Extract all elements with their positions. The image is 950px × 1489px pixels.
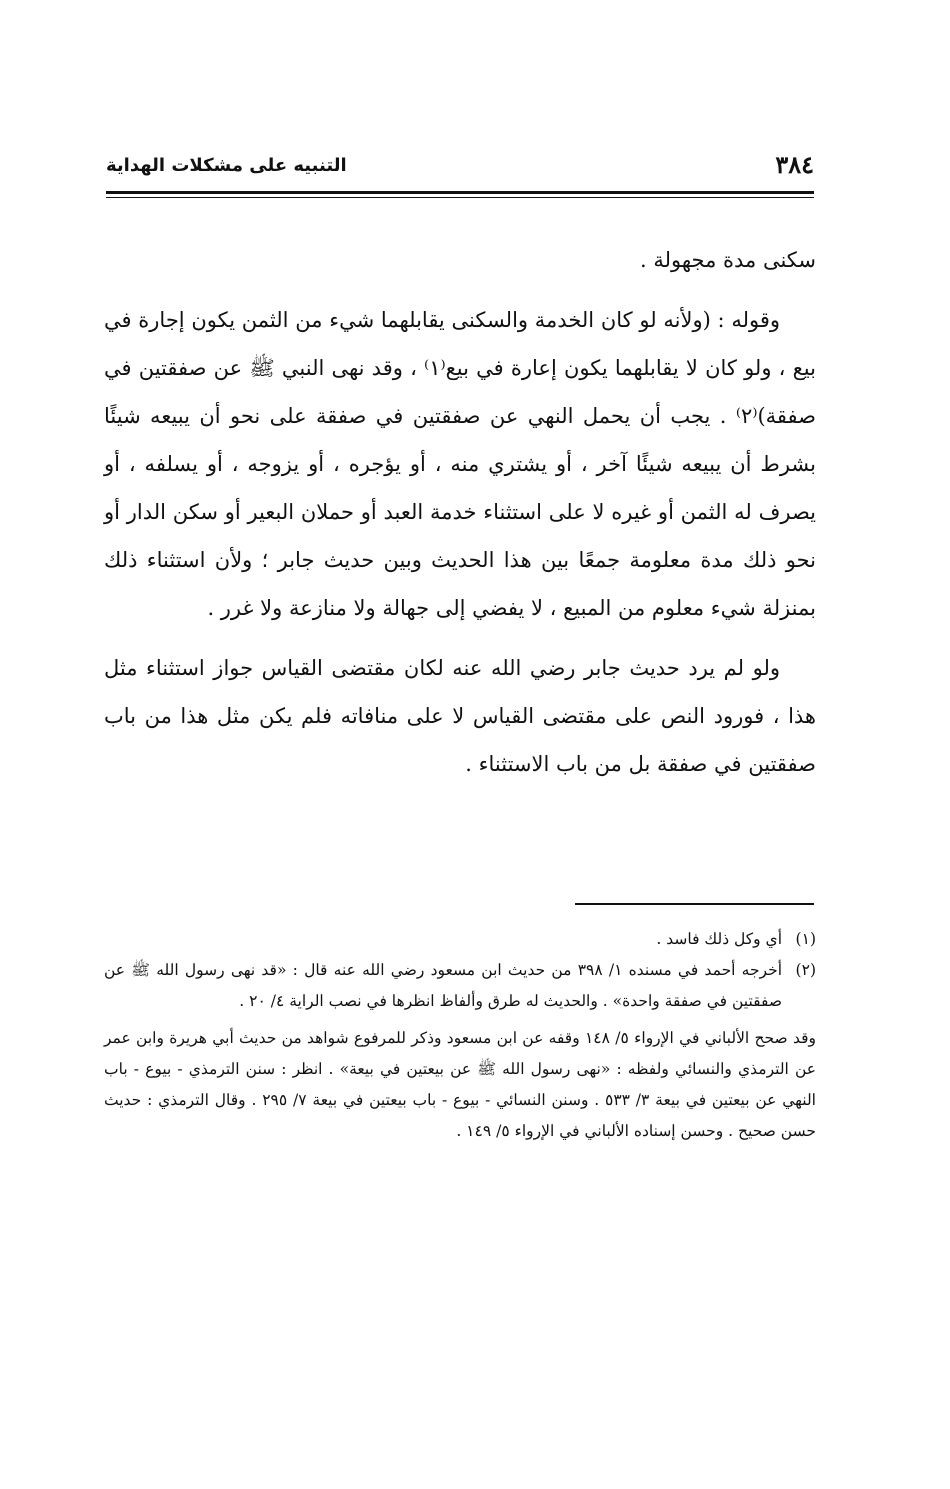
book-title: التنبيه على مشكلات الهداية	[106, 155, 347, 176]
footnote-separator	[575, 903, 814, 905]
footnote-text: أخرجه أحمد في مسنده ١/ ٣٩٨ من حديث ابن مسعود رضي الله عنه قال : «قد نهى رسول الله ﷺ عن صفقتين في صفقة واحدة» . والحديث له طرق وألفاظ انظرها في نصب الراية ٤/ ٢٠ .	[104, 961, 782, 1010]
header-rule-thick	[106, 191, 814, 194]
footnote-number: (١)	[795, 930, 816, 948]
main-text	[104, 236, 816, 800]
paragraph-3: ولو لم يرد حديث جابر رضي الله عنه لكان مقتضى القياس جواز استثناء مثل هذا ، فورود النص على مقتضى القياس لا على منافاته فلم يكن مثل هذا من باب صفقتين في صفقة بل من باب الاستثناء .	[104, 656, 816, 776]
footnotes	[104, 924, 816, 1147]
running-header	[106, 150, 814, 180]
footnote-1	[104, 924, 816, 955]
footnote-text: أي وكل ذلك فاسد .	[656, 930, 782, 948]
footnote-number: (٢)	[795, 961, 816, 979]
footnote-2	[104, 955, 816, 1017]
paragraph-2: وقوله : (ولأنه لو كان الخدمة والسكنى يقابلهما شيء من الثمن يكون إجارة في بيع ، ولو كان لا يقابلهما يكون إعارة في بيع⁽١⁾ ، وقد نهى النبي ﷺ عن صفقتين في صفقة)⁽٢⁾ . يجب أن يحمل النهي عن صفقتين في صفقة على نحو أن يبيعه شيئًا بشرط أن يبيعه شيئًا آخر ، أو يشتري منه ، أو يؤجره ، أو يزوجه ، أو يسلفه ، أو يصرف له الثمن أو غيره لا على استثناء خدمة العبد أو حملان البعير أو سكن الدار أو نحو ذلك مدة معلومة جمعًا بين هذا الحديث وبين حديث جابر ؛ ولأن استثناء ذلك بمنزلة شيء معلوم من المبيع ، لا يفضي إلى جهالة ولا منازعة ولا غرر .	[104, 308, 816, 620]
footnote-2-continuation: وقد صحح الألباني في الإرواء ٥/ ١٤٨ وقفه عن ابن مسعود وذكر للمرفوع شواهد من حديث أبي هريرة وابن عمر عن الترمذي والنسائي ولفظه : «نهى رسول الله ﷺ عن بيعتين في بيعة» . انظر : سنن الترمذي - بيوع - باب النهي عن بيعتين في بيعة ٣/ ٥٣٣ . وسنن النسائي - بيوع - باب بيعتين في بيعة ٧/ ٢٩٥ . وقال الترمذي : حديث حسن صحيح . وحسن إسناده الألباني في الإرواء ٥/ ١٤٩ .	[104, 1029, 816, 1140]
page-number: ٣٨٤	[775, 150, 814, 179]
paragraph-1: سكنى مدة مجهولة .	[640, 248, 816, 272]
header-rule-thin	[106, 197, 814, 198]
